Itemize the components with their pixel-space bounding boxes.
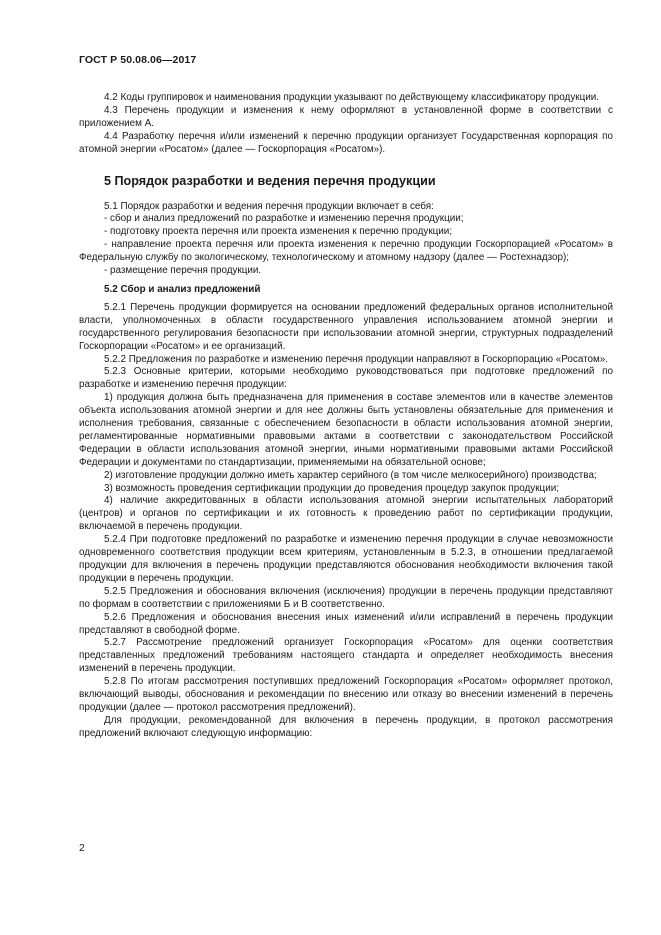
paragraph-4-3: 4.3 Перечень продукции и изменения к нему оформляют в установленной форме в соответствии с приложением А.: [79, 104, 613, 129]
paragraph-5-2-3: 5.2.3 Основные критерии, которыми необходимо руководствоваться при подготовке предложений по разработке и изменению перечня продукции:: [79, 366, 613, 391]
criterion-2: 2) изготовление продукции должно иметь характер серийного (в том числе мелкосерийного) производства;: [104, 469, 597, 481]
standard-header: ГОСТ Р 50.08.06—2017: [79, 54, 197, 66]
paragraph-5-2-6: 5.2.6 Предложения и обоснования внесения иных изменений и/или исправлений в перечень продукции представляют в свободной форме.: [79, 611, 613, 636]
page-number: 2: [79, 842, 85, 854]
paragraph-5-2-7: 5.2.7 Рассмотрение предложений организует Госкорпорация «Росатом» для оценки соответствия представленных предложений требованиям настоящего стандарта и определяет необходимость внесения изменений в перечень продукции.: [79, 637, 613, 675]
list-item: - направление проекта перечня или проекта изменения к перечню продукции Госкорпорацией «Росатом» в Федеральную службу по экологическому, технологическому и атомному надзору (далее — Ростехнадзор);: [79, 239, 613, 264]
paragraph-5-2-2: 5.2.2 Предложения по разработке и изменению перечня продукции направляют в Госкорпорацию «Росатом».: [104, 353, 609, 365]
paragraph-protocol-info: Для продукции, рекомендованной для включения в перечень продукции, в протокол рассмотрения предложений включают следующую информацию:: [79, 714, 613, 739]
list-item: - размещение перечня продукции.: [104, 265, 262, 277]
section-5-heading: 5 Порядок разработки и ведения перечня продукции: [104, 173, 436, 188]
list-item: - подготовку проекта перечня или проекта изменения к перечню продукции;: [104, 226, 453, 238]
criterion-1: 1) продукция должна быть предназначена для применения в составе элементов или в качестве элементов объекта использования атомной энергии и для нее должны быть установлены обязательные для применения и исполнения требования, связанные с обеспечением безопасности в области использования атомной энергии, регламентированные нормативными правовыми актами в соответствии с законодательством Российской Федерации в области использования атомной энергии, иными нормативными правовыми актами Российской Федерации и документами по стандартизации, применяемыми на обязательной основе;: [79, 392, 613, 468]
paragraph-5-2-4: 5.2.4 При подготовке предложений по разработке и изменению перечня продукции в случае невозможности одновременного соответствия продукции всем критериям, установленным в 5.2.3, в отношении предлагаемой продукции для включения в перечень продукции представляются обоснования необходимости включения такой продукции в перечень продукции.: [79, 534, 613, 584]
section-5-2-heading: 5.2 Сбор и анализ предложений: [104, 283, 261, 295]
paragraph-4-2: 4.2 Коды группировок и наименования продукции указывают по действующему классификатору продукции.: [104, 92, 600, 103]
criterion-3: 3) возможность проведения сертификации продукции до проведения процедур закупок продукции;: [104, 482, 559, 494]
criterion-4: 4) наличие аккредитованных в области использования атомной энергии испытательных лабораторий (центров) и органов по сертификации и их готовность к проведению работ по сертификации продукции, включаемой в перечень продукции.: [79, 495, 613, 533]
paragraph-5-2-8: 5.2.8 По итогам рассмотрения поступивших предложений Госкорпорация «Росатом» оформляет протокол, включающий выводы, обоснования и рекомендации по внесению или отказу во внесении изменений в перечень продукции (далее — протокол рассмотрения предложений).: [79, 676, 613, 713]
paragraph-5-2-5: 5.2.5 Предложения и обоснования включения (исключения) продукции в перечень продукции представляют по формам в соответствии с приложениями Б и В соответственно.: [79, 585, 613, 610]
document-body: [79, 92, 613, 741]
paragraph-4-4: 4.4 Разработку перечня и/или изменений к перечню продукции организует Государственная корпорация по атомной энергии «Росатом» (далее — Госкорпорация «Росатом»).: [79, 130, 613, 155]
paragraph-5-2-1: 5.2.1 Перечень продукции формируется на основании предложений федеральных органов исполнительной власти, уполномоченных в области государственного управления использованием атомной энергии и государственного регулирования безопасности при использовании атомной энергии, структурных подразделений Госкорпорации «Росатом» и ее организаций.: [79, 301, 613, 352]
paragraph-5-1: 5.1 Порядок разработки и ведения перечня продукции включает в себя:: [104, 200, 434, 212]
list-item: - сбор и анализ предложений по разработке и изменению перечня продукции;: [104, 213, 464, 225]
